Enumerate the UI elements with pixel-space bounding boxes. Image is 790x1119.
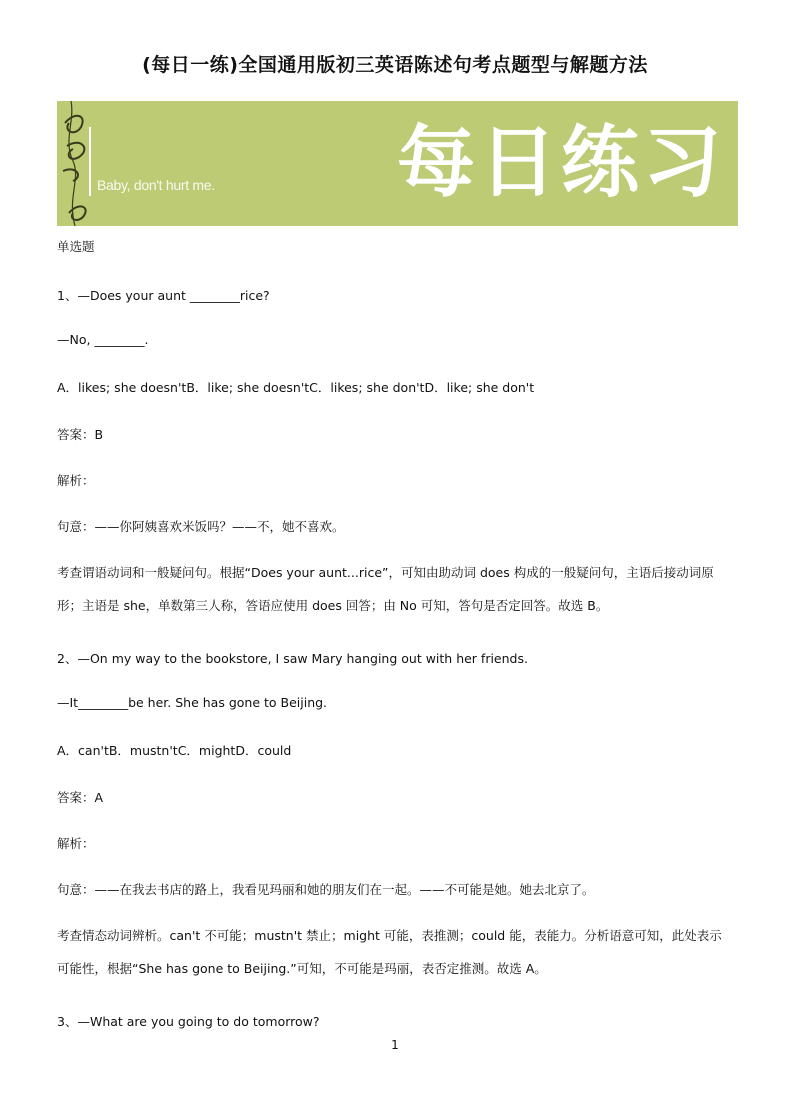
daily-practice-banner [57, 101, 738, 226]
question-2-meaning: 句意：——在我去书店的路上，我看见玛丽和她的朋友们在一起。——不可能是她。她去北京了。 [57, 882, 595, 897]
question-1-reply: —No, ________. [57, 332, 149, 347]
question-2-reply: —It________be her. She has gone to Beijing. [57, 695, 328, 710]
question-2-explanation: 考查情态动词辨析。can't 不可能；mustn't 禁止；might 可能，表推测；could 能，表能力。分析语意可知，此处表示可能性，根据“She has gone to Beijing.”可知，不可能是玛丽，表否定推测。故选 A。 [57, 928, 722, 976]
banner-slogan: Baby, don't hurt me. [97, 177, 215, 193]
question-1-explanation: 考查谓语动词和一般疑问句。根据“Does your aunt...rice”，可知由助动词 does 构成的一般疑问句，主语后接动词原形；主语是 she，单数第三人称，答语应使用 does 回答；由 No 可知，答句是否定回答。故选 B。 [57, 565, 714, 613]
banner-big-text: 每日练习 [397, 117, 726, 208]
question-2-options: A．can'tB．mustn'tC．mightD．could [57, 743, 292, 758]
question-2-analysis-label: 解析： [57, 836, 95, 851]
question-1-answer: 答案：B [57, 427, 104, 442]
question-1-options: A．likes; she doesn'tB．like; she doesn'tC．likes; she don'tD．like; she don't [57, 380, 535, 395]
question-2-prompt: 2、—On my way to the bookstore, I saw Mary hanging out with her friends. [57, 651, 528, 666]
question-2-answer: 答案：A [57, 790, 104, 805]
page-title: (每日一练)全国通用版初三英语陈述句考点题型与解题方法 [142, 54, 648, 76]
question-1-meaning: 句意：——你阿姨喜欢米饭吗？——不，她不喜欢。 [57, 519, 345, 534]
page-number: 1 [391, 1038, 399, 1052]
section-heading: 单选题 [57, 239, 95, 254]
question-3-prompt: 3、—What are you going to do tomorrow? [57, 1014, 320, 1029]
question-1-prompt: 1、—Does your aunt ________rice? [57, 288, 270, 303]
question-1-analysis-label: 解析： [57, 473, 95, 488]
